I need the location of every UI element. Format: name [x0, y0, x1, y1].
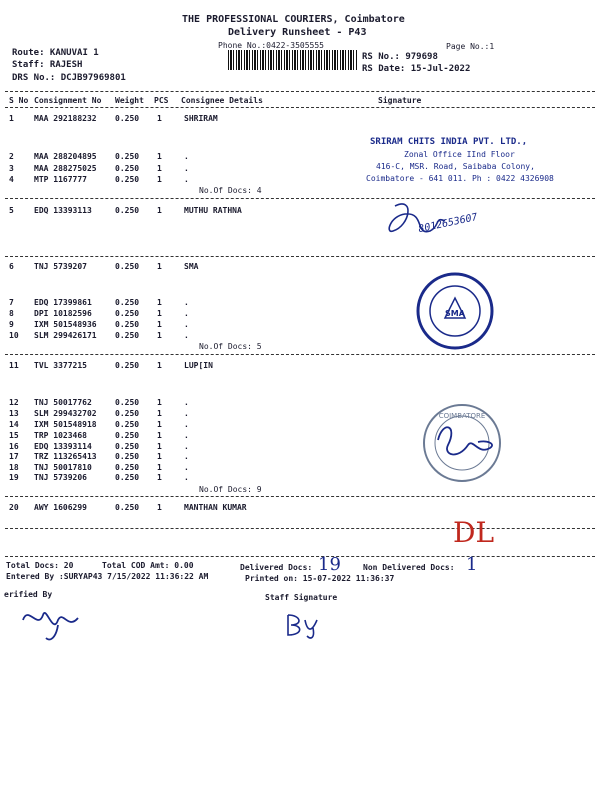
row-consignment-no: IXM 501548936 — [34, 320, 97, 329]
row-weight: 0.250 — [115, 473, 140, 482]
total-docs: Total Docs: 20 — [6, 561, 74, 570]
divider — [5, 198, 595, 199]
row-consignment-no: AWY 1606299 — [34, 503, 87, 512]
row-pcs: 1 — [157, 431, 162, 440]
consignee-ditto: . — [184, 420, 189, 429]
row-pcs: 1 — [157, 206, 162, 215]
row-sno: 6 — [9, 262, 14, 271]
row-sno: 17 — [9, 452, 19, 461]
row-weight: 0.250 — [115, 114, 140, 123]
row-pcs: 1 — [157, 452, 162, 461]
row-pcs: 1 — [157, 309, 162, 318]
row-sno: 8 — [9, 309, 14, 318]
row-weight: 0.250 — [115, 361, 140, 370]
row-consignment-no: SLM 299426171 — [34, 331, 97, 340]
row-sno: 4 — [9, 175, 14, 184]
row-sno: 2 — [9, 152, 14, 161]
col-sno: S No — [9, 96, 29, 105]
row-consignment-no: TNJ 5739207 — [34, 262, 87, 271]
consignee-ditto: . — [184, 152, 189, 161]
row-sno: 9 — [9, 320, 14, 329]
stamp-line-2: Zonal Office IInd Floor — [404, 150, 515, 159]
row-weight: 0.250 — [115, 309, 140, 318]
row-weight: 0.250 — [115, 206, 140, 215]
row-sno: 1 — [9, 114, 14, 123]
staff-signature-label: Staff Signature — [265, 593, 338, 602]
row-pcs: 1 — [157, 442, 162, 451]
row-sno: 15 — [9, 431, 19, 440]
stamp-line-1: SRIRAM CHITS INDIA PVT. LTD., — [370, 137, 528, 147]
page-number: Page No.:1 — [446, 42, 495, 51]
divider — [5, 528, 595, 529]
docs-count: No.Of Docs: 5 — [199, 342, 262, 351]
row-pcs: 1 — [157, 164, 162, 173]
stamp-line-4: Coimbatore - 641 011. Ph : 0422 4326908 — [366, 174, 554, 183]
row-consignment-no: TNJ 50017810 — [34, 463, 92, 472]
total-cod: Total COD Amt: 0.00 — [102, 561, 194, 570]
row-consignment-no: TVL 3377215 — [34, 361, 87, 370]
row-consignment-no: EDQ 13393114 — [34, 442, 92, 451]
consignee-ditto: . — [184, 298, 189, 307]
printed-on: Printed on: 15-07-2022 11:36:37 — [245, 574, 395, 583]
consignee-ditto: . — [184, 309, 189, 318]
row-pcs: 1 — [157, 361, 162, 370]
divider — [5, 91, 595, 92]
divider — [5, 107, 595, 108]
row-weight: 0.250 — [115, 262, 140, 271]
row-weight: 0.250 — [115, 463, 140, 472]
seal-text-coimbatore: COIMBATORE — [438, 412, 486, 420]
row-consignment-no: MAA 292188232 — [34, 114, 97, 123]
row-pcs: 1 — [157, 175, 162, 184]
col-weight: Weight — [115, 96, 144, 105]
handwritten-dl: DL — [453, 516, 495, 549]
route: Route: KANUVAI 1 — [12, 48, 99, 58]
row-sno: 20 — [9, 503, 19, 512]
consignee-name: MUTHU RATHNA — [184, 206, 242, 215]
consignee-ditto: . — [184, 175, 189, 184]
row-pcs: 1 — [157, 262, 162, 271]
row-consignment-no: SLM 299432702 — [34, 409, 97, 418]
phone-number: Phone No.:0422-3505555 — [218, 41, 324, 50]
handwritten-phone: 8012653607 — [417, 211, 479, 236]
row-consignment-no: MAA 288204895 — [34, 152, 97, 161]
row-weight: 0.250 — [115, 431, 140, 440]
row-consignment-no: MTP 1167777 — [34, 175, 87, 184]
verifier-signature — [18, 600, 88, 645]
consignee-name: LUP[IN — [184, 361, 213, 370]
consignee-name: SMA — [184, 262, 199, 271]
col-pcs: PCS — [154, 96, 169, 105]
row-consignment-no: TRZ 113265413 — [34, 452, 97, 461]
row-pcs: 1 — [157, 409, 162, 418]
staff: Staff: RAJESH — [12, 60, 83, 70]
row-consignment-no: DPI 10182596 — [34, 309, 92, 318]
seal-text-sma: SMA — [445, 309, 465, 318]
docs-count: No.Of Docs: 9 — [199, 485, 262, 494]
row-pcs: 1 — [157, 331, 162, 340]
non-delivered-docs: Non Delivered Docs: — [363, 563, 455, 572]
row-sno: 12 — [9, 398, 19, 407]
row-consignment-no: TNJ 5739206 — [34, 473, 87, 482]
row-sno: 13 — [9, 409, 19, 418]
barcode — [228, 50, 358, 70]
row-weight: 0.250 — [115, 164, 140, 173]
row-pcs: 1 — [157, 320, 162, 329]
row-consignment-no: TNJ 50017762 — [34, 398, 92, 407]
row-pcs: 1 — [157, 463, 162, 472]
document-title: Delivery Runsheet - P43 — [228, 27, 367, 38]
docs-count: No.Of Docs: 4 — [199, 186, 262, 195]
row-pcs: 1 — [157, 398, 162, 407]
row-weight: 0.250 — [115, 409, 140, 418]
consignee-name: SHRIRAM — [184, 114, 218, 123]
row-pcs: 1 — [157, 473, 162, 482]
row-weight: 0.250 — [115, 452, 140, 461]
row-sno: 18 — [9, 463, 19, 472]
divider — [5, 556, 595, 557]
row-sno: 14 — [9, 420, 19, 429]
consignee-ditto: . — [184, 431, 189, 440]
row-consignment-no: EDQ 13393113 — [34, 206, 92, 215]
row-consignment-no: EDQ 17399861 — [34, 298, 92, 307]
row-consignment-no: IXM 501548918 — [34, 420, 97, 429]
drs-number: DRS No.: DCJB97969801 — [12, 73, 126, 83]
row-weight: 0.250 — [115, 420, 140, 429]
row-pcs: 1 — [157, 420, 162, 429]
company-name: THE PROFESSIONAL COURIERS, Coimbatore — [182, 14, 405, 25]
stamp-line-3: 416-C, MSR. Road, Saibaba Colony, — [376, 162, 535, 171]
row-sno: 19 — [9, 473, 19, 482]
row-pcs: 1 — [157, 152, 162, 161]
row-weight: 0.250 — [115, 398, 140, 407]
row-sno: 3 — [9, 164, 14, 173]
divider — [5, 354, 595, 355]
row-consignment-no: TRP 1023468 — [34, 431, 87, 440]
consignee-ditto: . — [184, 442, 189, 451]
consignee-ditto: . — [184, 473, 189, 482]
col-signature: Signature — [378, 96, 422, 105]
delivered-count: 19 — [318, 554, 341, 575]
row-sno: 7 — [9, 298, 14, 307]
row-weight: 0.250 — [115, 331, 140, 340]
row-sno: 11 — [9, 361, 19, 370]
coimbatore-seal — [418, 400, 506, 486]
delivered-docs: Delivered Docs: — [240, 563, 313, 572]
divider — [5, 496, 595, 497]
consignee-ditto: . — [184, 409, 189, 418]
non-delivered-count: 1 — [466, 554, 478, 575]
entered-by: Entered By :SURYAP43 7/15/2022 11:36:22 AM — [6, 572, 209, 581]
consignee-name: MANTHAN KUMAR — [184, 503, 247, 512]
row-pcs: 1 — [157, 114, 162, 123]
row-weight: 0.250 — [115, 152, 140, 161]
row-sno: 10 — [9, 331, 19, 340]
verified-by: erified By — [4, 590, 53, 599]
col-consignee: Consignee Details — [181, 96, 263, 105]
divider — [5, 256, 595, 257]
row-weight: 0.250 — [115, 503, 140, 512]
consignee-ditto: . — [184, 463, 189, 472]
sma-seal — [415, 268, 495, 354]
consignee-ditto: . — [184, 164, 189, 173]
row-weight: 0.250 — [115, 298, 140, 307]
rs-number: RS No.: 979698 — [362, 52, 438, 62]
consignee-ditto: . — [184, 452, 189, 461]
rs-date: RS Date: 15-Jul-2022 — [362, 64, 471, 74]
row-pcs: 1 — [157, 298, 162, 307]
row-weight: 0.250 — [115, 175, 140, 184]
consignee-ditto: . — [184, 331, 189, 340]
row-sno: 5 — [9, 206, 14, 215]
consignee-ditto: . — [184, 320, 189, 329]
row-consignment-no: MAA 288275025 — [34, 164, 97, 173]
consignee-ditto: . — [184, 398, 189, 407]
col-consignment: Consignment No — [34, 96, 102, 105]
row-pcs: 1 — [157, 503, 162, 512]
row-weight: 0.250 — [115, 320, 140, 329]
row-sno: 16 — [9, 442, 19, 451]
row-weight: 0.250 — [115, 442, 140, 451]
staff-signature — [283, 610, 323, 640]
